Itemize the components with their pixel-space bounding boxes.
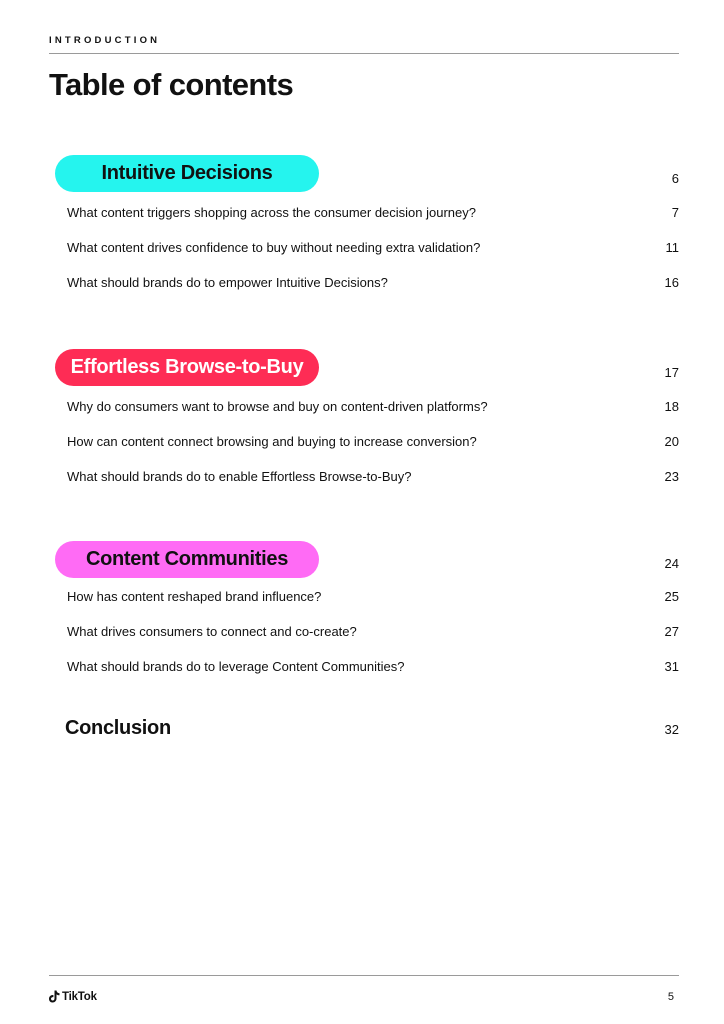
toc-entry-text: What should brands do to empower Intuitive Decisions? (67, 275, 388, 290)
toc-entry[interactable] (67, 659, 679, 679)
toc-entry-page: 31 (664, 659, 679, 674)
toc-entry-page: 7 (671, 205, 679, 220)
section-page-number: 17 (664, 365, 679, 380)
toc-entry-text: What should brands do to enable Effortless Browse-to-Buy? (67, 469, 412, 484)
toc-entry-text: What should brands do to leverage Content Communities? (67, 659, 405, 674)
toc-entry[interactable] (67, 205, 679, 225)
eyebrow-label: INTRODUCTION (49, 35, 161, 46)
tiktok-logo (49, 990, 97, 1003)
toc-entry[interactable] (67, 434, 679, 454)
toc-entry-text: How can content connect browsing and buying to increase conversion? (67, 434, 477, 449)
toc-entry-text: How has content reshaped brand influence? (67, 589, 322, 604)
toc-entry-page: 11 (665, 240, 679, 255)
toc-entry[interactable] (67, 275, 679, 295)
toc-entry[interactable] (67, 399, 679, 419)
tiktok-note-icon (49, 990, 60, 1003)
section-title-pill[interactable]: Content Communities (55, 541, 319, 578)
toc-entry-page: 18 (664, 399, 679, 414)
toc-entry-text: What content triggers shopping across the consumer decision journey? (67, 205, 476, 220)
conclusion-page-number: 32 (664, 722, 679, 737)
top-divider (49, 53, 679, 54)
toc-entry-text: What drives consumers to connect and co-create? (67, 624, 357, 639)
conclusion-heading[interactable]: Conclusion (65, 717, 171, 739)
bottom-divider (49, 975, 679, 976)
toc-entry-page: 16 (664, 275, 679, 290)
page-title: Table of contents (49, 67, 294, 102)
toc-entry-text: What content drives confidence to buy without needing extra validation? (67, 240, 481, 255)
tiktok-logo-text: TikTok (62, 990, 97, 1003)
section-page-number: 24 (664, 556, 679, 571)
section-title-pill[interactable]: Effortless Browse-to-Buy (55, 349, 319, 386)
toc-entry-page: 25 (664, 589, 679, 604)
footer-page-number: 5 (667, 991, 674, 1003)
toc-entry-page: 27 (664, 624, 679, 639)
section-page-number: 6 (671, 171, 679, 186)
toc-entry-page: 20 (664, 434, 679, 449)
toc-entry-page: 23 (664, 469, 679, 484)
toc-entry[interactable] (67, 589, 679, 609)
toc-entry-text: Why do consumers want to browse and buy on content-driven platforms? (67, 399, 488, 414)
section-title-pill[interactable]: Intuitive Decisions (55, 155, 319, 192)
toc-entry[interactable] (67, 624, 679, 644)
toc-entry[interactable] (67, 240, 679, 260)
toc-entry[interactable] (67, 469, 679, 489)
